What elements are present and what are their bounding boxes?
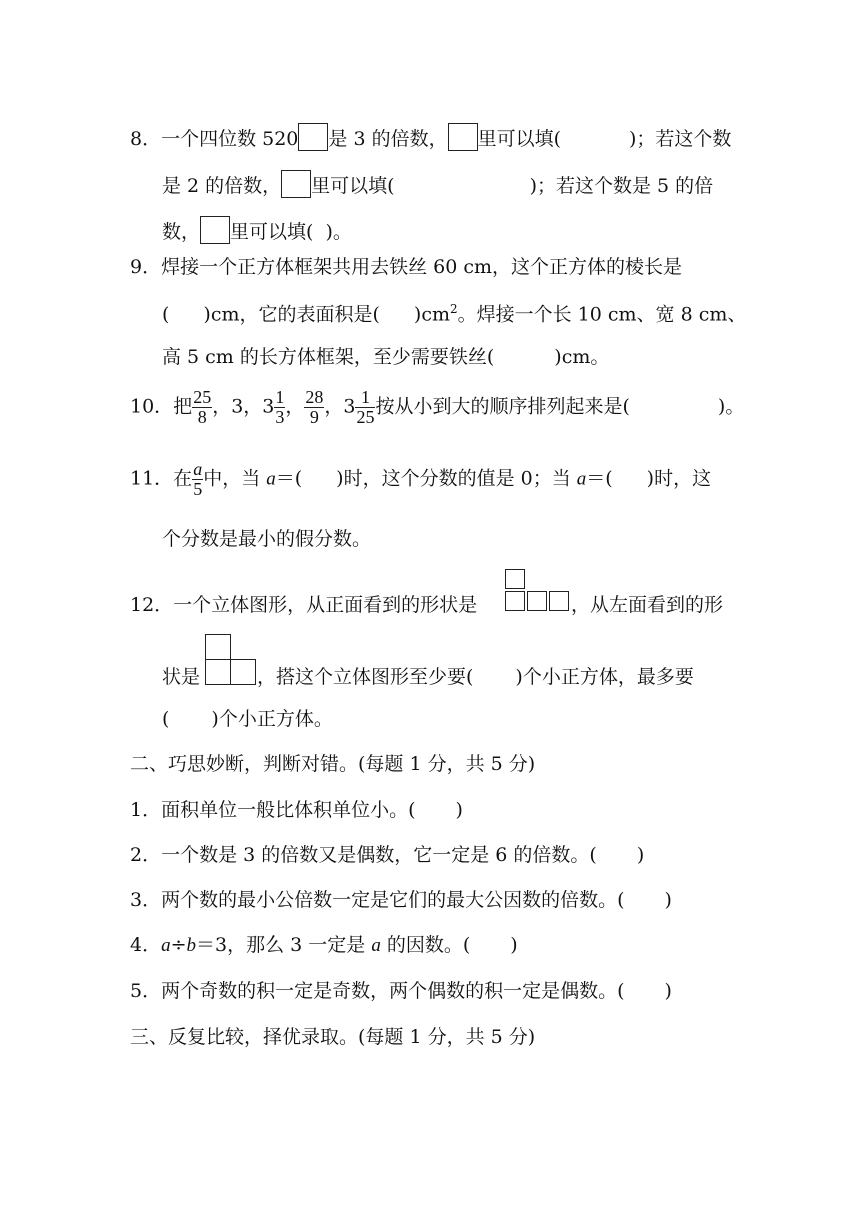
left-view-cell [205,634,231,660]
q11-line1 [130,460,711,499]
q9-text: 。焊接一个长 10 cm、宽 8 cm、 [457,303,747,326]
front-view-cell [505,569,525,589]
judge-text: ＝3，那么 3 一定是 [196,934,372,956]
judge-item-1 [130,801,463,820]
variable: a [371,935,381,956]
q8-text: 是 2 的倍数， [162,175,282,197]
q8-line2 [162,170,713,198]
judge-item-5 [130,982,672,1001]
q8-line3 [162,216,352,244]
q8-text: 里可以填( [311,175,395,197]
q11-text: )时，这 [646,467,712,490]
q12-text: )个小正方体，最多要 [515,666,694,688]
q8-text: )。 [325,221,352,243]
denominator: 5 [193,478,203,499]
q8-text: 里可以填( [477,128,561,150]
judge-item-4 [130,936,518,955]
fraction [192,388,212,427]
q9-text: )cm，它的表面积是( [203,303,380,326]
q12-text: ，搭这个立体图形至少要( [257,666,474,688]
front-view-cell [549,591,569,611]
fraction [355,388,375,427]
fraction [192,460,203,499]
variable: a [161,935,171,956]
answer-box[interactable] [200,216,230,244]
numerator: 1 [355,388,375,408]
q11-text: ＝( [275,467,303,490]
q9-text: )cm [413,303,450,326]
front-view-figure [505,569,571,613]
q8-text: )；若这个数 [629,128,732,150]
left-view-cell [205,659,231,685]
judge-text: 5．两个奇数的积一定是奇数，两个偶数的积一定是偶数。( [130,980,625,1002]
denominator: 9 [309,406,319,427]
left-view-figure [205,634,256,686]
judge-text: 1．面积单位一般比体积单位小。( [130,799,416,821]
section3-title: 三、反复比较，择优录取。(每题 1 分，共 5 分) [130,1026,536,1048]
denominator: 8 [197,406,207,427]
q11-line2: 个分数是最小的假分数。 [162,528,372,550]
judge-text: ) [664,980,672,1002]
q9-text: )cm。 [554,346,610,368]
q9-text: 高 5 cm 的长方体框架，至少需要铁丝( [162,346,495,368]
q9-line3 [162,348,609,367]
superscript: 2 [449,302,458,316]
q12-text: ( [162,708,170,730]
q12-line2 [257,668,694,687]
fraction [304,388,324,427]
judge-item-2 [130,846,644,865]
fraction [274,388,285,427]
q10-text: 10．把 [130,395,193,418]
q12-line2a: 状是 [162,666,201,688]
q8-text: 数， [162,221,201,243]
q8-text: )；若这个数是 5 的倍 [529,175,714,197]
judge-text: ) [510,934,518,956]
denominator: 25 [356,406,375,427]
q10-text: ，3，3 [212,395,275,418]
q11-text: 11．在 [130,467,193,490]
left-view-cell [230,659,256,685]
q12-line3 [162,710,333,729]
q12-line1a: 12．一个立体图形，从正面看到的形状是 [130,594,478,616]
q10-line [130,388,744,427]
judge-text: ) [636,844,645,866]
q8-text: 里可以填( [230,221,314,243]
q10-text: ，3 [324,395,356,418]
q9-line1: 9．焊接一个正方体框架共用去铁丝 60 cm，这个正方体的棱长是 [130,256,683,278]
q10-text: 按从小到大的顺序排列起来是( [375,395,630,418]
variable: b [186,935,197,956]
numerator: a [193,459,203,479]
denominator: 3 [275,406,285,427]
front-view-cell [527,591,547,611]
section2-title: 二、巧思妙断，判断对错。(每题 1 分，共 5 分) [130,753,536,775]
variable: a [576,468,587,490]
q12-text: )个小正方体。 [211,708,333,730]
q8-text: 是 3 的倍数， [328,128,448,150]
judge-text: 2．一个数是 3 的倍数又是偶数，它一定是 6 的倍数。( [130,844,597,866]
judge-text: 3．两个数的最小公倍数一定是它们的最大公因数的倍数。( [130,889,625,911]
q10-text: ， [285,395,305,418]
numerator: 25 [193,387,212,407]
q11-text: ＝( [586,467,613,490]
judge-text: 4． [130,934,162,956]
judge-item-3 [130,891,672,910]
q11-text: )时，这个分数的值是 0；当 [336,467,577,490]
q12-line1b: ，从左面看到的形 [571,594,724,616]
judge-text: ÷ [170,934,187,956]
numerator: 1 [275,387,285,407]
q10-text: )。 [717,395,745,418]
judge-text: ) [455,799,463,821]
judge-text: ) [664,889,672,911]
answer-box[interactable] [281,170,311,198]
answer-box[interactable] [448,123,478,151]
variable: a [266,468,276,490]
judge-text: 的因数。( [380,934,471,956]
q9-text: ( [162,303,170,326]
answer-box[interactable] [298,123,328,151]
front-view-cell [505,591,525,611]
numerator: 28 [305,387,324,407]
q11-text: 中，当 [203,467,267,490]
q8-text: 8．一个四位数 520 [130,128,299,150]
q9-line2 [162,303,746,324]
q8-line1 [130,123,731,151]
